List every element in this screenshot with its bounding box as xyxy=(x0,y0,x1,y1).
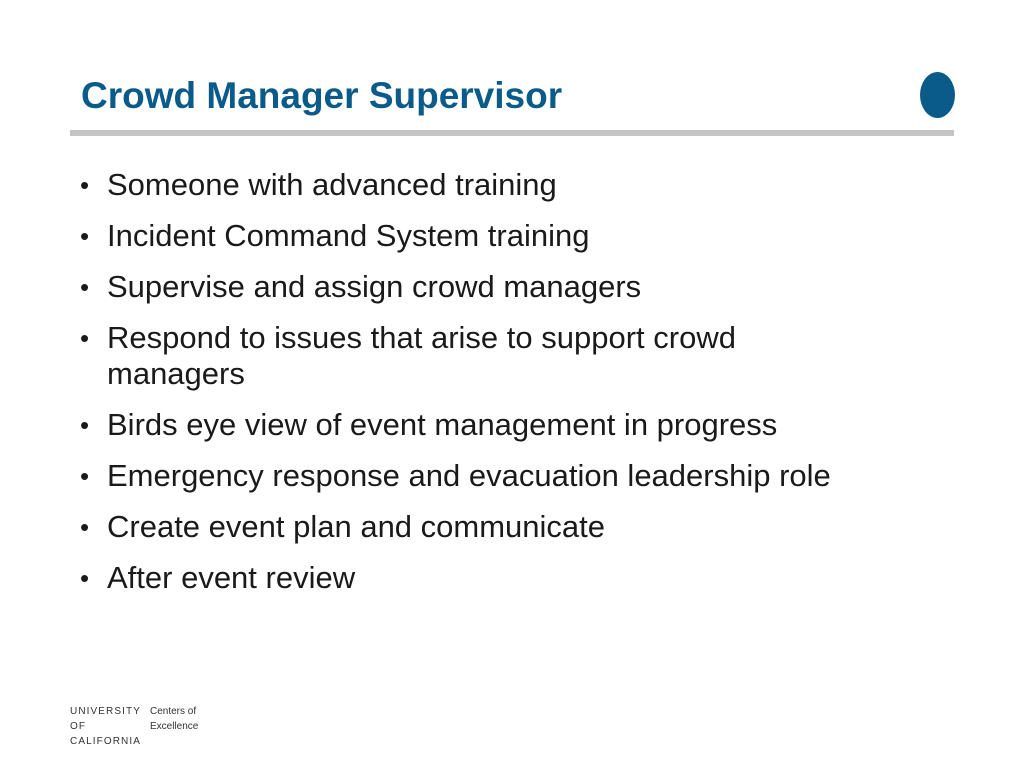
university-line: UNIVERSITY xyxy=(70,706,142,717)
university-wordmark xyxy=(70,704,150,749)
university-line: OF xyxy=(70,721,87,732)
bullet-item: • Someone with advanced training xyxy=(80,167,940,203)
bullet-item: • After event review xyxy=(80,560,940,596)
bullet-item: • Incident Command System training xyxy=(80,218,940,254)
slide-title: Crowd Manager Supervisor xyxy=(81,75,563,116)
bullet-list xyxy=(80,167,940,611)
bullet-item: • Emergency response and evacuation leadership role xyxy=(80,458,940,494)
footer-logo xyxy=(70,704,198,752)
bullet-item: • Respond to issues that arise to support crowd managers xyxy=(80,320,827,392)
bullet-item: • Supervise and assign crowd managers xyxy=(80,269,940,305)
centers-line: Excellence xyxy=(150,721,199,732)
centers-of-excellence-wordmark xyxy=(150,704,198,734)
title-divider xyxy=(70,130,954,136)
centers-line: Centers of xyxy=(150,706,197,717)
university-line: CALIFORNIA xyxy=(70,736,142,747)
accent-dot-icon xyxy=(920,72,955,118)
bullet-item: • Create event plan and communicate xyxy=(80,509,940,545)
bullet-item: • Birds eye view of event management in progress xyxy=(80,407,940,443)
